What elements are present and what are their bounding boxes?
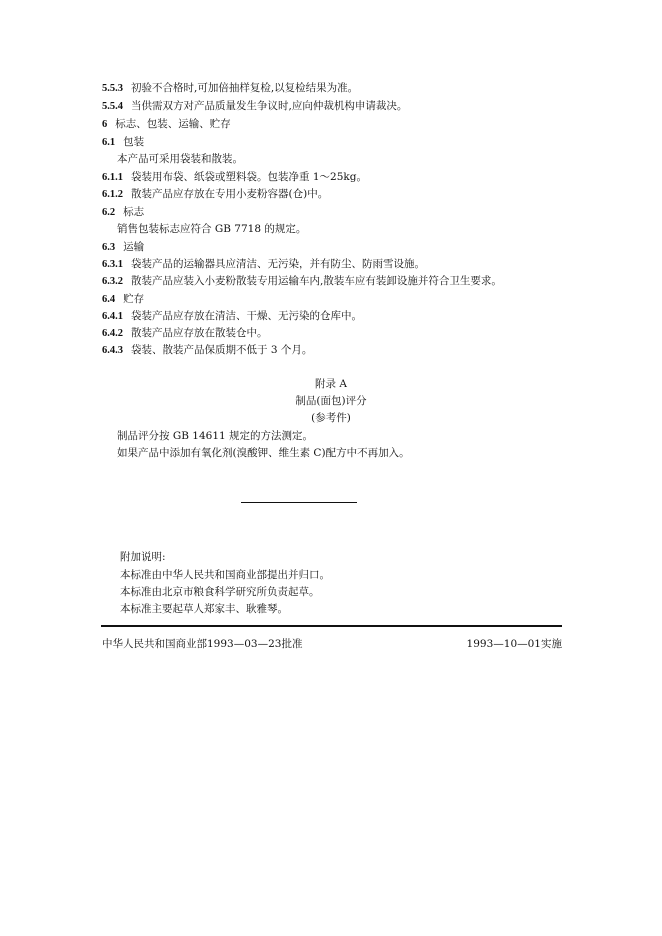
clause-text: 当供需双方对产品质量发生争议时,应向仲裁机构申请裁决。 <box>131 100 408 112</box>
clause-text: 散装产品应存放在散装仓中。 <box>131 327 268 339</box>
clause-6-4 <box>102 292 144 307</box>
appendix-paragraph: 制品评分按 GB 14611 规定的方法测定。 <box>117 430 314 442</box>
clause-text: 标志、包装、运输、贮存 <box>115 118 231 130</box>
clause-number: 6.4.3 <box>102 345 123 356</box>
clause-text: 散装产品应存放在专用小麦粉容器(仓)中。 <box>131 188 329 200</box>
clause-number: 5.5.3 <box>102 83 123 94</box>
additional-line: 本标准由中华人民共和国商业部提出并归口。 <box>120 569 330 581</box>
clause-number: 6.4 <box>102 294 116 305</box>
clause-text: 袋装、散装产品保质期不低于 3 个月。 <box>131 344 313 356</box>
clause-number: 6 <box>102 119 108 130</box>
clause-6-1-1 <box>102 170 367 185</box>
additional-line: 本标准主要起草人郑家丰、耿雅琴。 <box>120 603 288 615</box>
clause-text: 贮存 <box>123 293 145 305</box>
clause-text: 销售包装标志应符合 GB 7718 的规定。 <box>117 223 307 235</box>
clause-text: 标志 <box>123 206 145 218</box>
clause-text: 袋装产品的运输器具应清洁、无污染，并有防尘、防雨雪设施。 <box>131 258 425 270</box>
clause-number: 6.3.2 <box>102 276 123 287</box>
section-divider <box>241 502 357 503</box>
clause-text: 初验不合格时,可加倍抽样复检,以复检结果为准。 <box>131 82 359 94</box>
clause-number: 6.1.2 <box>102 189 123 200</box>
clause-number: 6.2 <box>102 207 116 218</box>
clause-text: 袋装产品应存放在清洁、干燥、无污染的仓库中。 <box>131 310 362 322</box>
implementation-date: 1993—10—01实施 <box>466 638 562 650</box>
clause-text: 散装产品应装入小麦粉散装专用运输车内,散装车应有装卸设施并符合卫生要求。 <box>131 275 502 287</box>
paragraph-marking <box>117 222 306 236</box>
clause-number: 6.4.2 <box>102 328 123 339</box>
clause-6-4-2 <box>102 326 268 341</box>
clause-5-5-4 <box>102 99 407 114</box>
additional-heading: 附加说明: <box>120 551 166 563</box>
approval-date: 中华人民共和国商业部1993—03—23批准 <box>102 638 303 650</box>
clause-number: 6.1.1 <box>102 172 123 183</box>
clause-6-4-3 <box>102 343 312 358</box>
clause-6-1 <box>102 135 144 150</box>
appendix-title: 附录 A <box>315 378 347 390</box>
clause-6-3-2 <box>102 274 502 289</box>
additional-line: 本标准由北京市粮食科学研究所负责起草。 <box>120 586 320 598</box>
clause-6-1-2 <box>102 187 328 202</box>
clause-6-3 <box>102 240 144 255</box>
appendix-subtitle: 制品(面包)评分 <box>295 395 367 407</box>
clause-text: 包装 <box>123 136 145 148</box>
clause-number: 5.5.4 <box>102 101 123 112</box>
appendix-paragraph: 如果产品中添加有氧化剂(溴酸钾、维生素 C)配方中不再加入。 <box>117 447 410 459</box>
clause-6-3-1 <box>102 257 425 272</box>
clause-6 <box>102 117 231 132</box>
clause-number: 6.3 <box>102 242 116 253</box>
clause-number: 6.3.1 <box>102 259 123 270</box>
appendix-note: (参考件) <box>311 412 351 424</box>
clause-number: 6.1 <box>102 137 116 148</box>
footer-rule <box>101 625 562 627</box>
clause-text: 运输 <box>123 241 145 253</box>
clause-text: 袋装用布袋、纸袋或塑料袋。包装净重 1～25kg。 <box>131 171 367 183</box>
clause-text: 本产品可采用袋装和散装。 <box>117 153 243 165</box>
clause-6-4-1 <box>102 309 362 324</box>
clause-number: 6.4.1 <box>102 311 123 322</box>
clause-6-2 <box>102 205 144 220</box>
clause-5-5-3 <box>102 81 358 96</box>
paragraph-packaging <box>117 152 243 166</box>
